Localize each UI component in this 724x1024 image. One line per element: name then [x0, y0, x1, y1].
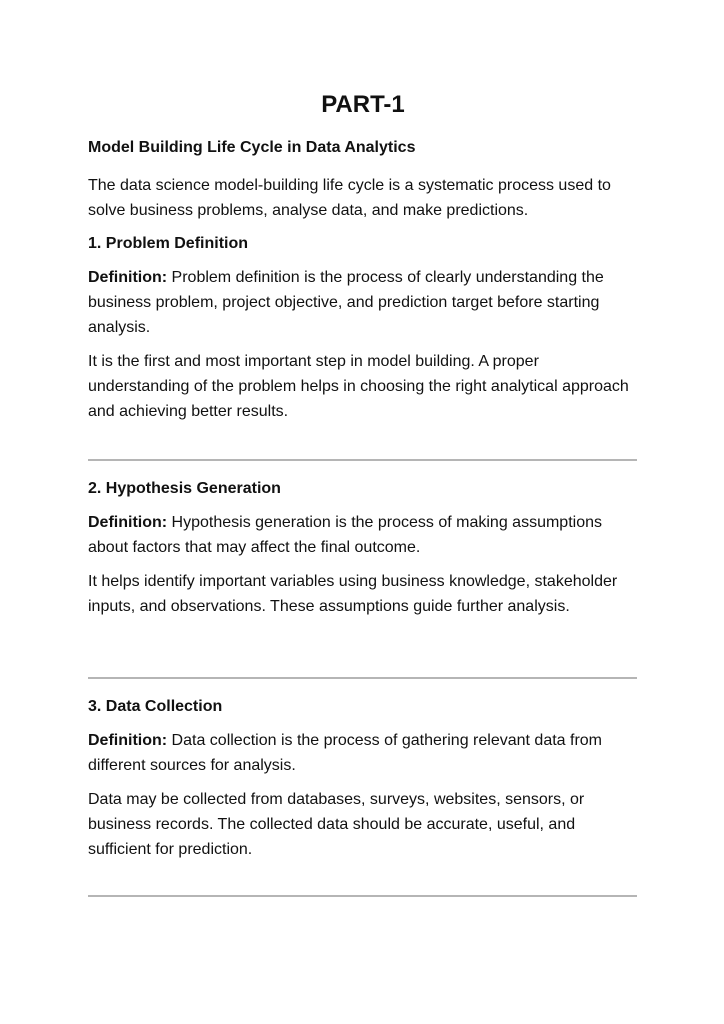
section-heading: 2. Hypothesis Generation — [88, 480, 281, 497]
section-divider — [88, 459, 637, 461]
definition-text: Problem definition is the process of clearly understanding the business problem, project objective, and prediction target before starting analysis. — [88, 269, 604, 336]
section-body: It helps identify important variables using business knowledge, stakeholder inputs, and observations. These assumptions guide further analysis. — [88, 573, 618, 615]
definition-label: Definition: — [88, 269, 168, 286]
section-body: It is the first and most important step in model building. A proper understanding of the problem helps in choosing the right analytical approach and achieving better results. — [88, 353, 629, 420]
intro-paragraph: The data science model-building life cycle is a systematic process used to solve business problems, analyse data, and make predictions. — [88, 177, 611, 219]
document-subtitle: Model Building Life Cycle in Data Analytics — [88, 139, 416, 156]
definition-label: Definition: — [88, 514, 168, 531]
section-heading: 1. Problem Definition — [88, 235, 249, 252]
definition-text: Data collection is the process of gathering relevant data from different sources for analysis. — [88, 732, 602, 774]
section-definition — [88, 265, 638, 340]
definition-label: Definition: — [88, 732, 168, 749]
section-divider — [88, 895, 637, 897]
section-divider — [88, 677, 637, 679]
page-title: PART-1 — [321, 91, 405, 118]
section-definition — [88, 728, 638, 778]
section-hypothesis-generation — [88, 478, 638, 619]
definition-text: Hypothesis generation is the process of making assumptions about factors that may affect the final outcome. — [88, 514, 602, 556]
section-heading: 3. Data Collection — [88, 698, 223, 715]
section-problem-definition — [88, 233, 638, 424]
section-definition — [88, 510, 638, 560]
section-body: Data may be collected from databases, surveys, websites, sensors, or business records. The collected data should be accurate, useful, and sufficient for prediction. — [88, 791, 585, 858]
section-data-collection — [88, 696, 638, 862]
